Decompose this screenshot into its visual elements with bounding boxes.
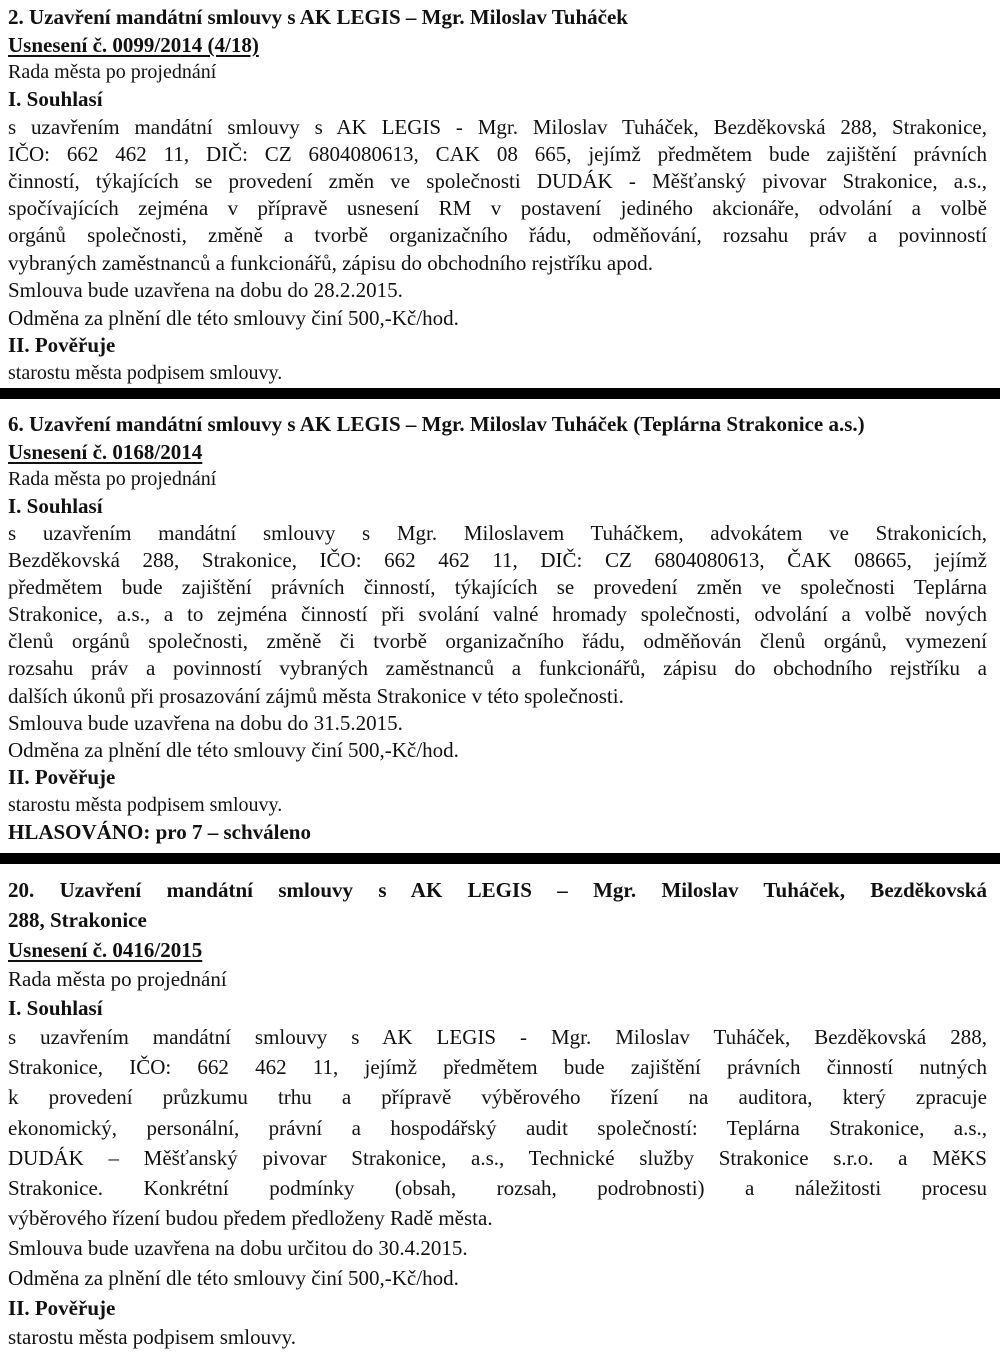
body-line: IČO: 662 462 11, DIČ: CZ 6804080613, CAK 08 665, jejímž předmětem bude zajištění právních — [8, 142, 987, 166]
body-line: výběrového řízení budou předem předloženy Radě města. — [8, 1206, 493, 1230]
fee-text: Odměna za plnění dle této smlouvy činí 500,-Kč/hod. — [8, 1266, 459, 1290]
body-line: orgánů společnosti, změně a tvorbě organizačního řádu, odměňování, rozsahu práv a povinností — [8, 223, 987, 247]
part-2-title: II. Pověřuje — [8, 333, 116, 357]
body-line: Strakonice, IČO: 662 462 11, jejímž předmětem bude zajištění právních činností nutných — [8, 1055, 987, 1079]
body-line: Strakonice. Konkrétní podmínky (obsah, rozsah, podrobnosti) a náležitosti procesu — [8, 1176, 987, 1200]
part-1-title: I. Souhlasí — [8, 996, 103, 1020]
part-2-text: starostu města podpisem smlouvy. — [8, 362, 283, 384]
term-text: Smlouva bude uzavřena na dobu do 28.2.2015. — [8, 278, 403, 302]
body-line: činností, týkajících se provedení změn ve společnosti DUDÁK - Měšťanský pivovar Strakonice, a.s., — [8, 169, 987, 193]
part-2-title: II. Pověřuje — [8, 1296, 116, 1320]
section-heading-continued: 288, Strakonice — [8, 908, 147, 932]
body-line: Strakonice, a.s., a to zejména činností při svolání valné hromady společnosti, odvolání a volbě nových — [8, 602, 987, 626]
body-line: s uzavřením mandátní smlouvy s AK LEGIS - Mgr. Miloslav Tuháček, Bezděkovská 288, Strakonice, — [8, 115, 987, 139]
body-line: spočívajících zejména v přípravě usnesení RM v postavení jediného akcionáře, odvolání a volbě — [8, 196, 987, 220]
resolution-number: Usnesení č. 0099/2014 (4/18) — [8, 33, 259, 57]
section-divider — [0, 388, 1000, 399]
body-line: rozsahu práv a povinností vybraných zaměstnanců a funkcionářů, zápisu do obchodního rejstříku a — [8, 656, 987, 680]
body-line: DUDÁK – Měšťanský pivovar Strakonice, a.s., Technické služby Strakonice s.r.o. a MěKS — [8, 1146, 987, 1170]
resolution-number: Usnesení č. 0168/2014 — [8, 440, 203, 464]
intro-text: Rada města po projednání — [8, 61, 217, 83]
body-line: k provedení průzkumu trhu a přípravě výběrového řízení na auditora, který zpracuje — [8, 1085, 987, 1109]
section-heading: 6. Uzavření mandátní smlouvy s AK LEGIS – Mgr. Miloslav Tuháček (Teplárna Strakonice a.s.) — [8, 412, 865, 436]
term-text: Smlouva bude uzavřena na dobu do 31.5.2015. — [8, 711, 403, 735]
body-line: členů orgánů společnosti, změně či tvorbě organizačního řádu, odměňován členů orgánů, vymezení — [8, 629, 987, 653]
section-heading: 2. Uzavření mandátní smlouvy s AK LEGIS – Mgr. Miloslav Tuháček — [8, 5, 628, 29]
intro-text: Rada města po projednání — [8, 468, 217, 490]
part-2-title: II. Pověřuje — [8, 765, 116, 789]
part-2-text: starostu města podpisem smlouvy. — [8, 1325, 296, 1349]
intro-text: Rada města po projednání — [8, 967, 227, 991]
part-1-title: I. Souhlasí — [8, 494, 103, 518]
resolution-number: Usnesení č. 0416/2015 — [8, 938, 203, 962]
vote-result: HLASOVÁNO: pro 7 – schváleno — [8, 820, 311, 844]
body-line: Bezděkovská 288, Strakonice, IČO: 662 462 11, DIČ: CZ 6804080613, ČAK 08665, jejímž — [8, 548, 987, 572]
part-1-title: I. Souhlasí — [8, 87, 103, 111]
body-line: předmětem bude zajištění právních činností, týkajících se provedení změn ve společnosti Teplárna — [8, 575, 987, 599]
body-line: vybraných zaměstnanců a funkcionářů, zápisu do obchodního rejstříku apod. — [8, 251, 653, 275]
body-line: ekonomický, personální, právní a hospodářský audit společností: Teplárna Strakonice, a.s., — [8, 1116, 987, 1140]
fee-text: Odměna za plnění dle této smlouvy činí 500,-Kč/hod. — [8, 306, 459, 330]
term-text: Smlouva bude uzavřena na dobu určitou do 30.4.2015. — [8, 1236, 468, 1260]
section-heading: 20. Uzavření mandátní smlouvy s AK LEGIS – Mgr. Miloslav Tuháček, Bezděkovská — [8, 878, 987, 902]
part-2-text: starostu města podpisem smlouvy. — [8, 794, 283, 816]
fee-text: Odměna za plnění dle této smlouvy činí 500,-Kč/hod. — [8, 738, 459, 762]
body-line: dalších úkonů při prosazování zájmů města Strakonice v této společnosti. — [8, 684, 624, 708]
section-divider — [0, 853, 1000, 864]
body-line: s uzavřením mandátní smlouvy s Mgr. Miloslavem Tuháčkem, advokátem ve Strakonicích, — [8, 521, 987, 545]
body-line: s uzavřením mandátní smlouvy s AK LEGIS - Mgr. Miloslav Tuháček, Bezděkovská 288, — [8, 1025, 987, 1049]
